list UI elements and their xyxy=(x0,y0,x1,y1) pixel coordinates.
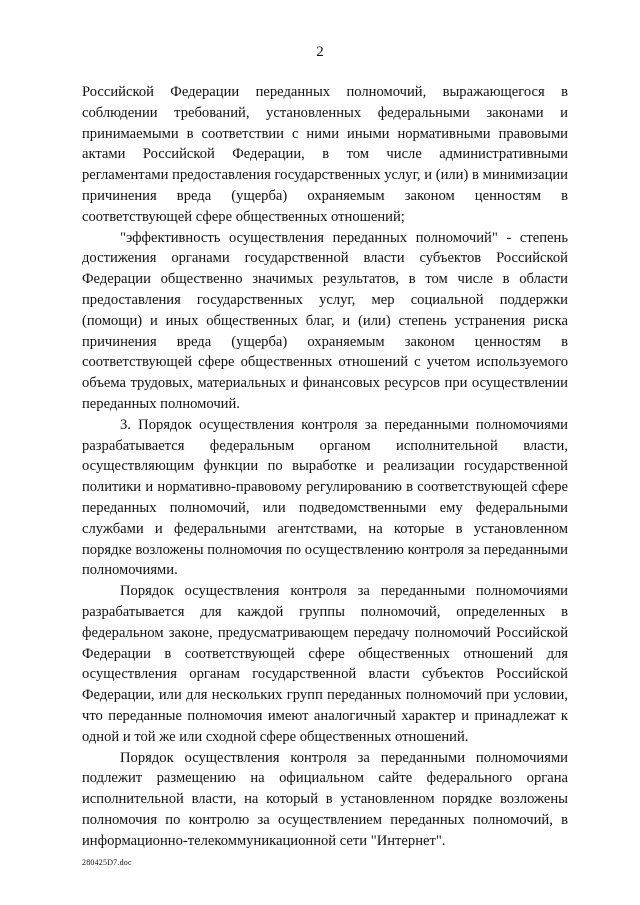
paragraph-continuation: Российской Федерации переданных полномочий, выражающегося в соблюдении требований, установленных федеральными законами и принимаемыми в соответствии с ними иными нормативными правовыми актами Российской Федерации, в том числе административными регламентами предоставления государственных услуг, и (или) в минимизации причинения вреда (ущерба) охраняемым законом ценностям в соответствующей сфере общественных отношений; xyxy=(82,84,568,225)
paragraph-effectiveness-definition: "эффективность осуществления переданных полномочий" - степень достижения органами государственной власти субъектов Российской Федерации общественно значимых результатов, в том числе в области предоставления государственных услуг, мер социальной поддержки (помощи) и иных общественных благ, и (или) степень устранения риска причинения вреда (ущерба) охраняемым законом ценностям в соответствующей сфере общественных отношений с учетом используемого объема трудовых, материальных и финансовых ресурсов при осуществлении переданных полномочий. xyxy=(82,229,568,412)
page-number: 2 xyxy=(316,44,324,60)
paragraph-item-3: 3. Порядок осуществления контроля за переданными полномочиями разрабатывается федеральным органом исполнительной власти, осуществляющим функции по выработке и реализации государственной политики и нормативно-правовому регулированию в соответствующей сфере переданных полномочий, или подведомственными ему федеральными службами и федеральными агентствами, на которые в установленном порядке возложены полномочия по осуществлению контроля за переданными полномочиями. xyxy=(82,416,568,579)
footer-filename: 280425D7.doc xyxy=(82,858,132,867)
paragraph-control-procedure-publication: Порядок осуществления контроля за переданными полномочиями подлежит размещению на официальном сайте федерального органа исполнительной власти, на который в установленном порядке возложены полномочия по контролю за осуществлением переданных полномочий, в информационно-телекоммуникационной сети "Интернет". xyxy=(82,749,568,849)
paragraph-control-procedure-groups: Порядок осуществления контроля за переданными полномочиями разрабатывается для каждой группы полномочий, определенных в федеральном законе, предусматривающем передачу полномочий Российской Федерации в соответствующей сфере общественных отношений для осуществления органам государственной власти субъектов Российской Федерации, или для нескольких групп переданных полномочий при условии, что переданные полномочия имеют аналогичный характер и принадлежат к одной и той же или сходной сфере общественных отношений. xyxy=(82,583,568,745)
document-body xyxy=(82,82,568,851)
